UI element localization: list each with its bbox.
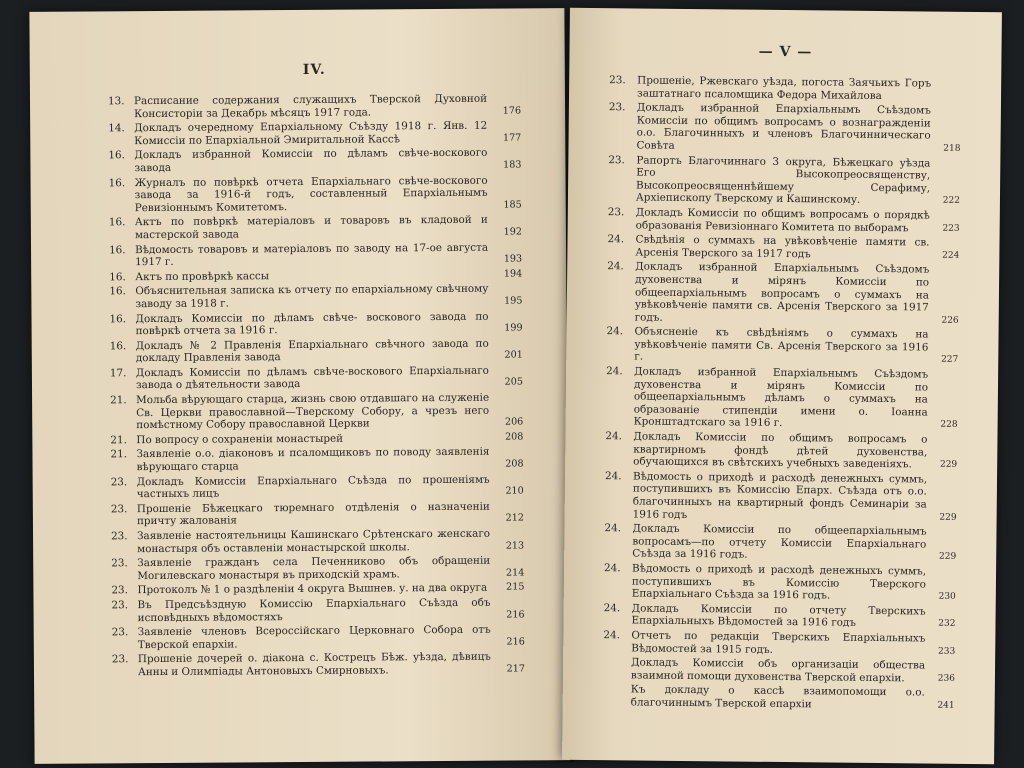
left-page	[29, 8, 569, 764]
left-contents-list	[108, 92, 525, 678]
entry-number: 24.	[606, 365, 623, 378]
entry-page-number: 217	[506, 663, 526, 675]
entry-page-number: 215	[506, 581, 525, 593]
entry-number: 23.	[111, 653, 129, 666]
contents-entry	[108, 120, 521, 148]
entry-page-number: 224	[942, 250, 960, 261]
entry-page-number: 193	[503, 253, 523, 265]
entry-page-number: 214	[505, 567, 525, 579]
contents-entry	[605, 430, 957, 471]
entry-title: Рапортъ Благочиннаго 3 округа, Бѣжецкаго уѣзда Его Высокопреосвященству, Высокопреосвященнѣйшему Серафиму, Архіепископу Тверскому и Кашинскому.	[635, 154, 931, 207]
entry-page-number: 218	[943, 143, 961, 154]
entry-title: Въ Предсъѣздную Комиссію Епархіальнаго Съѣзда объ исповѣдныхъ вѣдомостяхъ	[137, 596, 491, 624]
entry-number: 24.	[607, 233, 625, 246]
entry-title: Объяснительная записка къ отчету по епархіальному свѣчному заводу за 1918 г.	[135, 282, 489, 311]
entry-number: 21.	[110, 448, 128, 461]
entry-page-number: 206	[504, 416, 524, 428]
entry-page-number: 208	[505, 431, 524, 443]
entry-title: Докладъ Комиссіи по дѣламъ свѣче-воскового Епархіальнаго завода о дѣятельности завода	[135, 364, 489, 392]
entry-page-number: 208	[505, 458, 524, 470]
entry-number: 24.	[606, 325, 624, 338]
entry-number: 16.	[108, 149, 125, 162]
entry-page-number: 227	[941, 355, 959, 366]
contents-entry	[604, 562, 956, 603]
contents-entry	[111, 473, 524, 501]
entry-page-number: 230	[938, 591, 956, 602]
entry-page-number: 232	[938, 618, 956, 630]
entry-title: Объясненіе къ свѣдѣніямъ о суммахъ на увѣковѣченіе памяти Св. Арсенія Тверского за 1916 г.	[634, 325, 929, 364]
contents-entry	[109, 268, 522, 283]
entry-title: Отчетъ по редакціи Тверскихъ Епархіальныхъ Вѣдомостей за 1915 годъ.	[631, 629, 926, 656]
contents-entry	[109, 241, 522, 269]
entry-number: 24.	[604, 562, 621, 575]
right-contents-list	[603, 74, 962, 712]
entry-page-number: 233	[937, 646, 956, 657]
entry-title: Прошеніе дочерей о. діакона с. Кострецъ Бѣж. уѣзда, дѣвицъ Анны и Олимпіады Антоновыхъ Смирновыхъ.	[137, 651, 491, 679]
entry-page-number: 185	[503, 199, 522, 211]
entry-page-number: 201	[504, 349, 523, 361]
entry-title: Заявленіе о.о. діаконовъ и псаломщиковъ по поводу заявленія вѣрующаго старца	[136, 446, 490, 474]
entry-number: 23.	[110, 503, 128, 516]
entry-page-number: 176	[502, 105, 522, 117]
entry-number: 23.	[111, 584, 128, 597]
contents-entry	[110, 337, 523, 365]
entry-number: 21.	[110, 394, 127, 407]
entry-number: 23.	[111, 530, 128, 543]
entry-number: 16.	[109, 285, 126, 298]
contents-entry	[112, 651, 525, 679]
entry-title: Прошеніе Бѣжецкаго тюремнаго отдѣленія о назначеніи причту жалованія	[136, 500, 490, 528]
entry-number: 23.	[607, 206, 625, 219]
contents-entry	[110, 431, 523, 446]
entry-title: Къ докладу о кассѣ взаимопомощи о.о. благочиннымъ Тверской епархіи	[630, 683, 925, 711]
entry-title: Докладъ очередному Епархіальному Съѣзду 1918 г. Янв. 12 Комиссіи по Епархіальной Эмиритальной Кассѣ	[134, 119, 488, 147]
left-page-number: IV.	[302, 61, 326, 78]
contents-entry	[112, 624, 525, 652]
entry-number: 24.	[604, 469, 622, 483]
entry-page-number: 192	[503, 226, 522, 238]
entry-page-number: 216	[506, 608, 525, 621]
entry-title: Актъ по повѣркѣ матеріаловъ и товаровъ въ кладовой и мастерской завода	[134, 214, 488, 242]
contents-entry	[110, 446, 523, 474]
entry-title: Заявленіе гражданъ села Печенниково объ обращеніи Могилевскаго монастыря въ приходскій храмъ.	[137, 554, 491, 582]
entry-page-number: 210	[505, 485, 524, 497]
contents-entry	[111, 582, 524, 597]
entry-number: 23.	[111, 599, 129, 612]
contents-entry	[603, 656, 955, 685]
entry-page-number: 223	[942, 223, 960, 234]
entry-title: Докладъ избранной Епархіальнымъ Съѣздомъ Комиссіи по общимъ вопросамъ о вознагражденіи о.о. Благочинныхъ и членовъ Благочинническаго Совѣта	[636, 101, 931, 152]
entry-page-number: 205	[504, 376, 524, 389]
contents-entry	[111, 596, 524, 624]
entry-page-number: 228	[940, 420, 958, 431]
contents-entry	[609, 74, 961, 103]
entry-number: 14.	[108, 122, 125, 135]
entry-title: Протоколъ № 1 о раздѣленіи 4 округа Вышнев. у. на два округа	[137, 582, 488, 597]
contents-entry	[606, 365, 959, 432]
entry-number: 17.	[109, 367, 127, 380]
entry-title: Докладъ № 2 Правленія Епархіальнаго свѣчного завода по докладу Правленія завода	[135, 337, 489, 365]
entry-title: Докладъ Комиссіи по общимъ вопросамъ о порядкѣ образованія Ревизіоннаго Комитета по выборамъ	[635, 206, 930, 234]
entry-title: Заявленіе членовъ Всероссійскаго Церковнаго Собора отъ Тверской епархіи.	[137, 623, 491, 651]
contents-entry	[110, 364, 523, 392]
contents-entry	[111, 555, 524, 583]
entry-page-number: 213	[505, 540, 525, 552]
entry-number: 16.	[108, 216, 126, 229]
entry-title: Вѣдомость о приходѣ и расходѣ денежныхъ суммъ, поступившихъ въ Комиссію Тверского Епархіальнаго Съѣзда за 1916 годъ.	[631, 562, 927, 602]
entry-number: 23.	[609, 74, 626, 87]
entry-title: Докладъ Комиссіи по отчету Тверскихъ Епархіальныхъ Вѣдомостей за 1916 годъ	[631, 602, 926, 630]
contents-entry	[603, 629, 955, 658]
right-page	[562, 8, 1002, 764]
entry-title: Мольба вѣрующаго старца, жизнь свою отдавшаго на служеніе Св. Церкви православной—Тверскому Собору, а чрезъ него помѣстному Собору православной Церкви	[136, 391, 490, 432]
entry-title: Вѣдомость о приходѣ и расходѣ денежныхъ суммъ, поступившихъ въ Комиссію Епарх. Съѣзда отъ о.о. благочинныхъ на квартирный фондъ Семинаріи за 1916 годъ	[632, 470, 928, 521]
entry-title: Свѣдѣнія о суммахъ на увѣковѣченіе памяти св. Арсенія Тверского за 1917 годъ	[635, 233, 930, 261]
entry-number: 23.	[111, 626, 129, 639]
entry-page-number: 177	[502, 132, 522, 144]
entry-page-number: 199	[504, 322, 523, 334]
contents-entry	[607, 260, 960, 327]
entry-number: 24.	[605, 430, 623, 443]
entry-number: 24.	[604, 522, 622, 535]
contents-entry	[608, 154, 961, 208]
contents-entry	[606, 325, 958, 366]
entry-title: По вопросу о сохраненіи монастырей	[136, 432, 344, 446]
entry-number: 16.	[108, 176, 126, 189]
contents-entry	[109, 310, 522, 338]
contents-entry	[603, 683, 955, 712]
entry-title: Докладъ Комиссіи Епархіальнаго Съѣзда по прошеніямъ частныхъ лицъ	[136, 473, 490, 501]
entry-number: 23.	[608, 101, 626, 114]
entry-page-number: 222	[942, 196, 960, 207]
entry-title: Докладъ Комиссіи по общимъ вопросамъ о квартирномъ фондѣ дѣтей духовенства, обучающихся въ свѣтскихъ учебныхъ заведеніяхъ.	[633, 430, 928, 471]
contents-entry	[108, 92, 521, 120]
entry-page-number: 212	[505, 512, 524, 524]
contents-entry	[110, 392, 523, 433]
contents-entry	[604, 522, 956, 563]
entry-title: Докладъ избранной Епархіальнымъ Съѣздомъ духовенства и мірянъ Комиссіи по общеепархіальнымъ дѣламъ о суммахъ на образованіе стипендіи имени о. Іоанна Кронштадтскаго за 1916 г.	[633, 365, 929, 430]
entry-number: 24.	[603, 629, 620, 642]
entry-number: 21.	[110, 434, 127, 447]
entry-title: Докладъ Комиссіи объ организаціи общества взаимной помощи духовенства Тверской епархіи.	[630, 656, 926, 685]
entry-title: Докладъ избранной Комиссіи по дѣламъ свѣче-воскового завода	[134, 147, 488, 175]
entry-number: 16.	[109, 339, 127, 353]
entry-number: 23.	[111, 557, 128, 570]
entry-page-number: 194	[503, 268, 523, 280]
entry-number: 16.	[109, 312, 127, 325]
contents-entry	[109, 174, 522, 215]
contents-entry	[608, 206, 960, 235]
entry-page-number: 183	[503, 159, 522, 171]
entry-page-number: 229	[939, 512, 957, 523]
contents-entry	[607, 233, 959, 262]
entry-number: 16.	[109, 243, 126, 256]
contents-entry	[109, 283, 522, 311]
right-page-number: — V —	[758, 43, 813, 61]
entry-page-number: 229	[938, 552, 957, 563]
contents-entry	[605, 470, 958, 524]
contents-entry	[111, 527, 524, 555]
contents-entry	[608, 101, 961, 155]
entry-page-number: 236	[937, 673, 955, 684]
entry-title: Докладъ Комиссіи по дѣламъ свѣче- воскового завода по повѣркѣ отчета за 1916 г.	[135, 310, 489, 338]
entry-page-number: 216	[506, 636, 525, 648]
entry-title: Докладъ избранной Епархіальнымъ Съѣздомъ духовенства и мірянъ Комиссіи по общеепархіальнымъ вопросамъ о суммахъ на увѣковѣченіе памяти св. Арсенія Тверского за 1917 годъ.	[634, 260, 930, 324]
entry-title: Заявленіе настоятельницы Кашинскаго Срѣтенскаго женскаго монастыря объ оставленіи монастырской школы.	[137, 527, 491, 555]
entry-title: Прошеніе, Ржевскаго уѣзда, погоста Заячьихъ Горъ заштатнаго псаломщика Федора Михайлова	[636, 74, 932, 102]
contents-entry	[111, 500, 524, 528]
entry-page-number: 195	[504, 295, 523, 307]
entry-title: Журналъ по повѣркѣ отчета Епархіальнаго свѣче-воскового завода за 1916-й годъ, составленный Епархіальнымъ Ревизіоннымъ Комитетомъ.	[134, 174, 488, 214]
entry-number: 16.	[109, 270, 126, 284]
contents-entry	[109, 214, 522, 242]
entry-title: Вѣдомость товаровъ и матеріаловъ по заводу на 17-ое августа 1917 г.	[135, 241, 489, 269]
entry-number: 23.	[110, 475, 128, 488]
entry-number: 23.	[608, 153, 625, 166]
entry-number: 13.	[107, 95, 125, 108]
entry-number: 24.	[603, 601, 621, 615]
entry-number: 24.	[607, 260, 624, 273]
entry-page-number: 226	[941, 315, 959, 326]
entry-title: Актъ по провѣркѣ кассы	[135, 269, 270, 283]
contents-entry	[603, 602, 955, 631]
entry-title: Расписание содержания служащихъ Тверской Духовной Консисторіи за Декабрь мѣсяцъ 1917 года.	[133, 92, 488, 120]
contents-entry	[108, 147, 521, 175]
entry-title: Докладъ Комиссіи по общеепархіальнымъ вопросамъ—по отчету Комиссіи Епархіальнаго Съѣзда за 1916 годъ.	[632, 522, 927, 562]
entry-page-number: 241	[937, 700, 955, 711]
entry-page-number: 229	[939, 459, 958, 471]
